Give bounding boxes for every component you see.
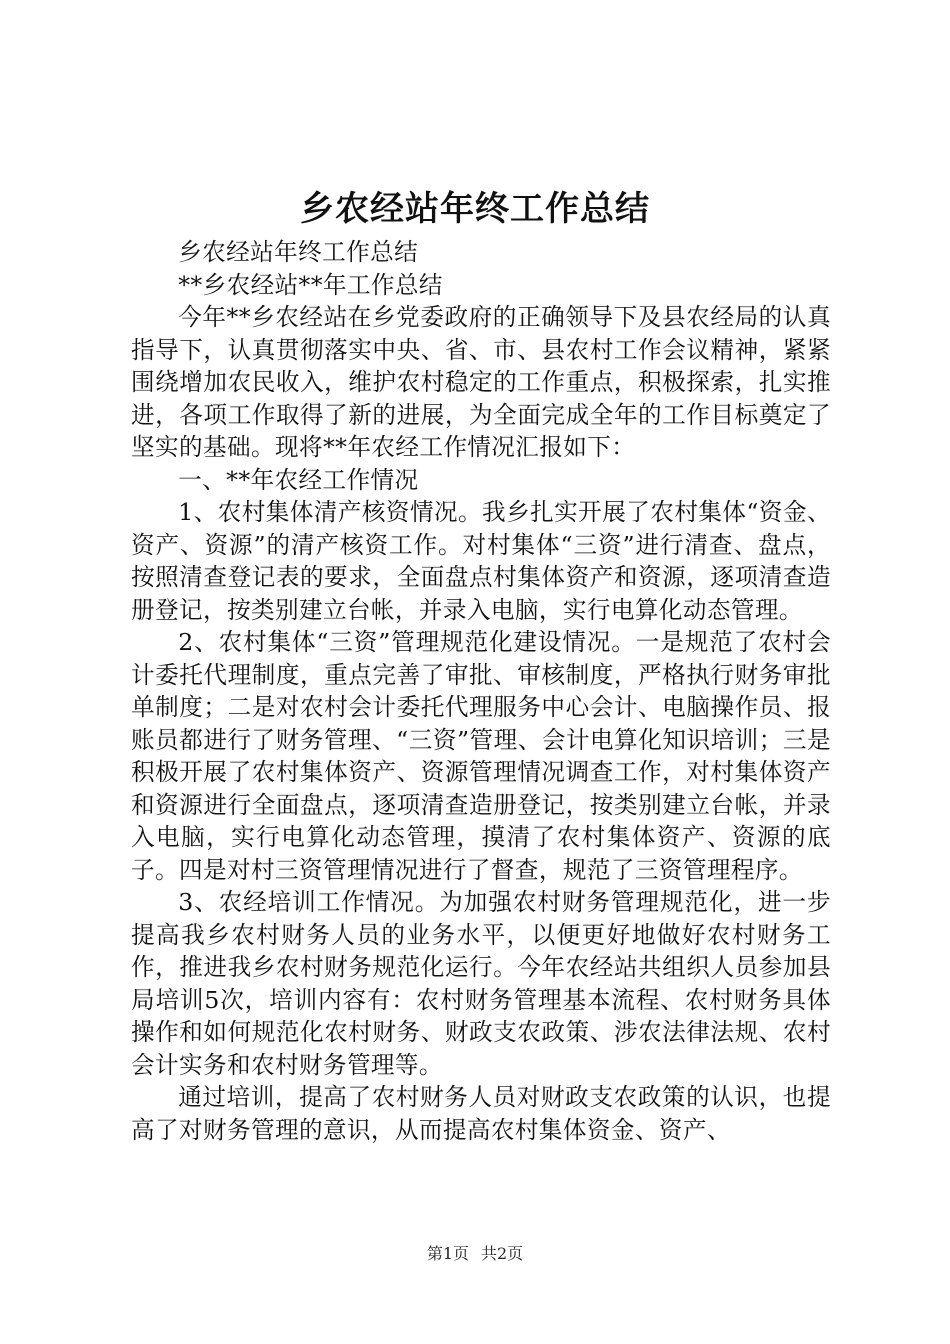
page-footer xyxy=(0,1243,950,1265)
intro-paragraph: 今年**乡农经站在乡党委政府的正确领导下及县农经局的认真指导下，认真贯彻落实中央、省、市、县农村工作会议精神，紧紧围绕增加农民收入，维护农村稳定的工作重点，积极探索，扎实推进，各项工作取得了新的进展，为全面完成全年的工作目标奠定了坚实的基础。现将**年农经工作情况汇报如下： xyxy=(131,303,831,461)
page-number: 第1页 xyxy=(426,1244,469,1263)
subtitle-paragraph: 乡农经站年终工作总结 xyxy=(178,238,419,266)
report-heading-paragraph: **乡农经站**年工作总结 xyxy=(178,270,443,299)
document-title: 乡农经站年终工作总结 xyxy=(300,189,650,229)
item-2-paragraph: 2、农村集体“三资”管理规范化建设情况。一是规范了农村会计委托代理制度，重点完善了审批、审核制度，严格执行财务审批单制度；二是对农村会计委托代理服务中心会计、电脑操作员、报账员都进行了财务管理、“三资”管理、会计电算化知识培训；三是积极开展了农村集体资产、资源管理情况调查工作，对村集体资产和资源进行全面盘点，逐项清查造册登记，按类别建立台帐，并录入电脑，实行电算化动态管理，摸清了农村集体资产、资源的底子。四是对村三资管理情况进行了督查，规范了三资管理程序。 xyxy=(131,628,831,884)
document-body xyxy=(131,236,831,1146)
section-heading-paragraph: 一、**年农经工作情况 xyxy=(178,465,419,494)
page-total: 共2页 xyxy=(481,1244,524,1263)
item-1-paragraph: 1、农村集体清产核资情况。我乡扎实开展了农村集体“资金、资产、资源”的清产核资工作。对村集体“三资”进行清查、盘点，按照清查登记表的要求，全面盘点村集体资产和资源，逐项清查造册登记，按类别建立台帐，并录入电脑，实行电算化动态管理。 xyxy=(131,498,831,624)
training-result-paragraph: 通过培训，提高了农村财务人员对财政支农政策的认识，也提高了对财务管理的意识，从而提高农村集体资金、资产、 xyxy=(131,1083,831,1144)
item-3-paragraph: 3、农经培训工作情况。为加强农村财务管理规范化，进一步提高我乡农村财务人员的业务水平，以便更好地做好农村财务工作，推进我乡农村财务规范化运行。今年农经站共组织人员参加县局培训5次，培训内容有：农村财务管理基本流程、农村财务具体操作和如何规范化农村财务、财政支农政策、涉农法律法规、农村会计实务和农村财务管理等。 xyxy=(131,888,831,1079)
